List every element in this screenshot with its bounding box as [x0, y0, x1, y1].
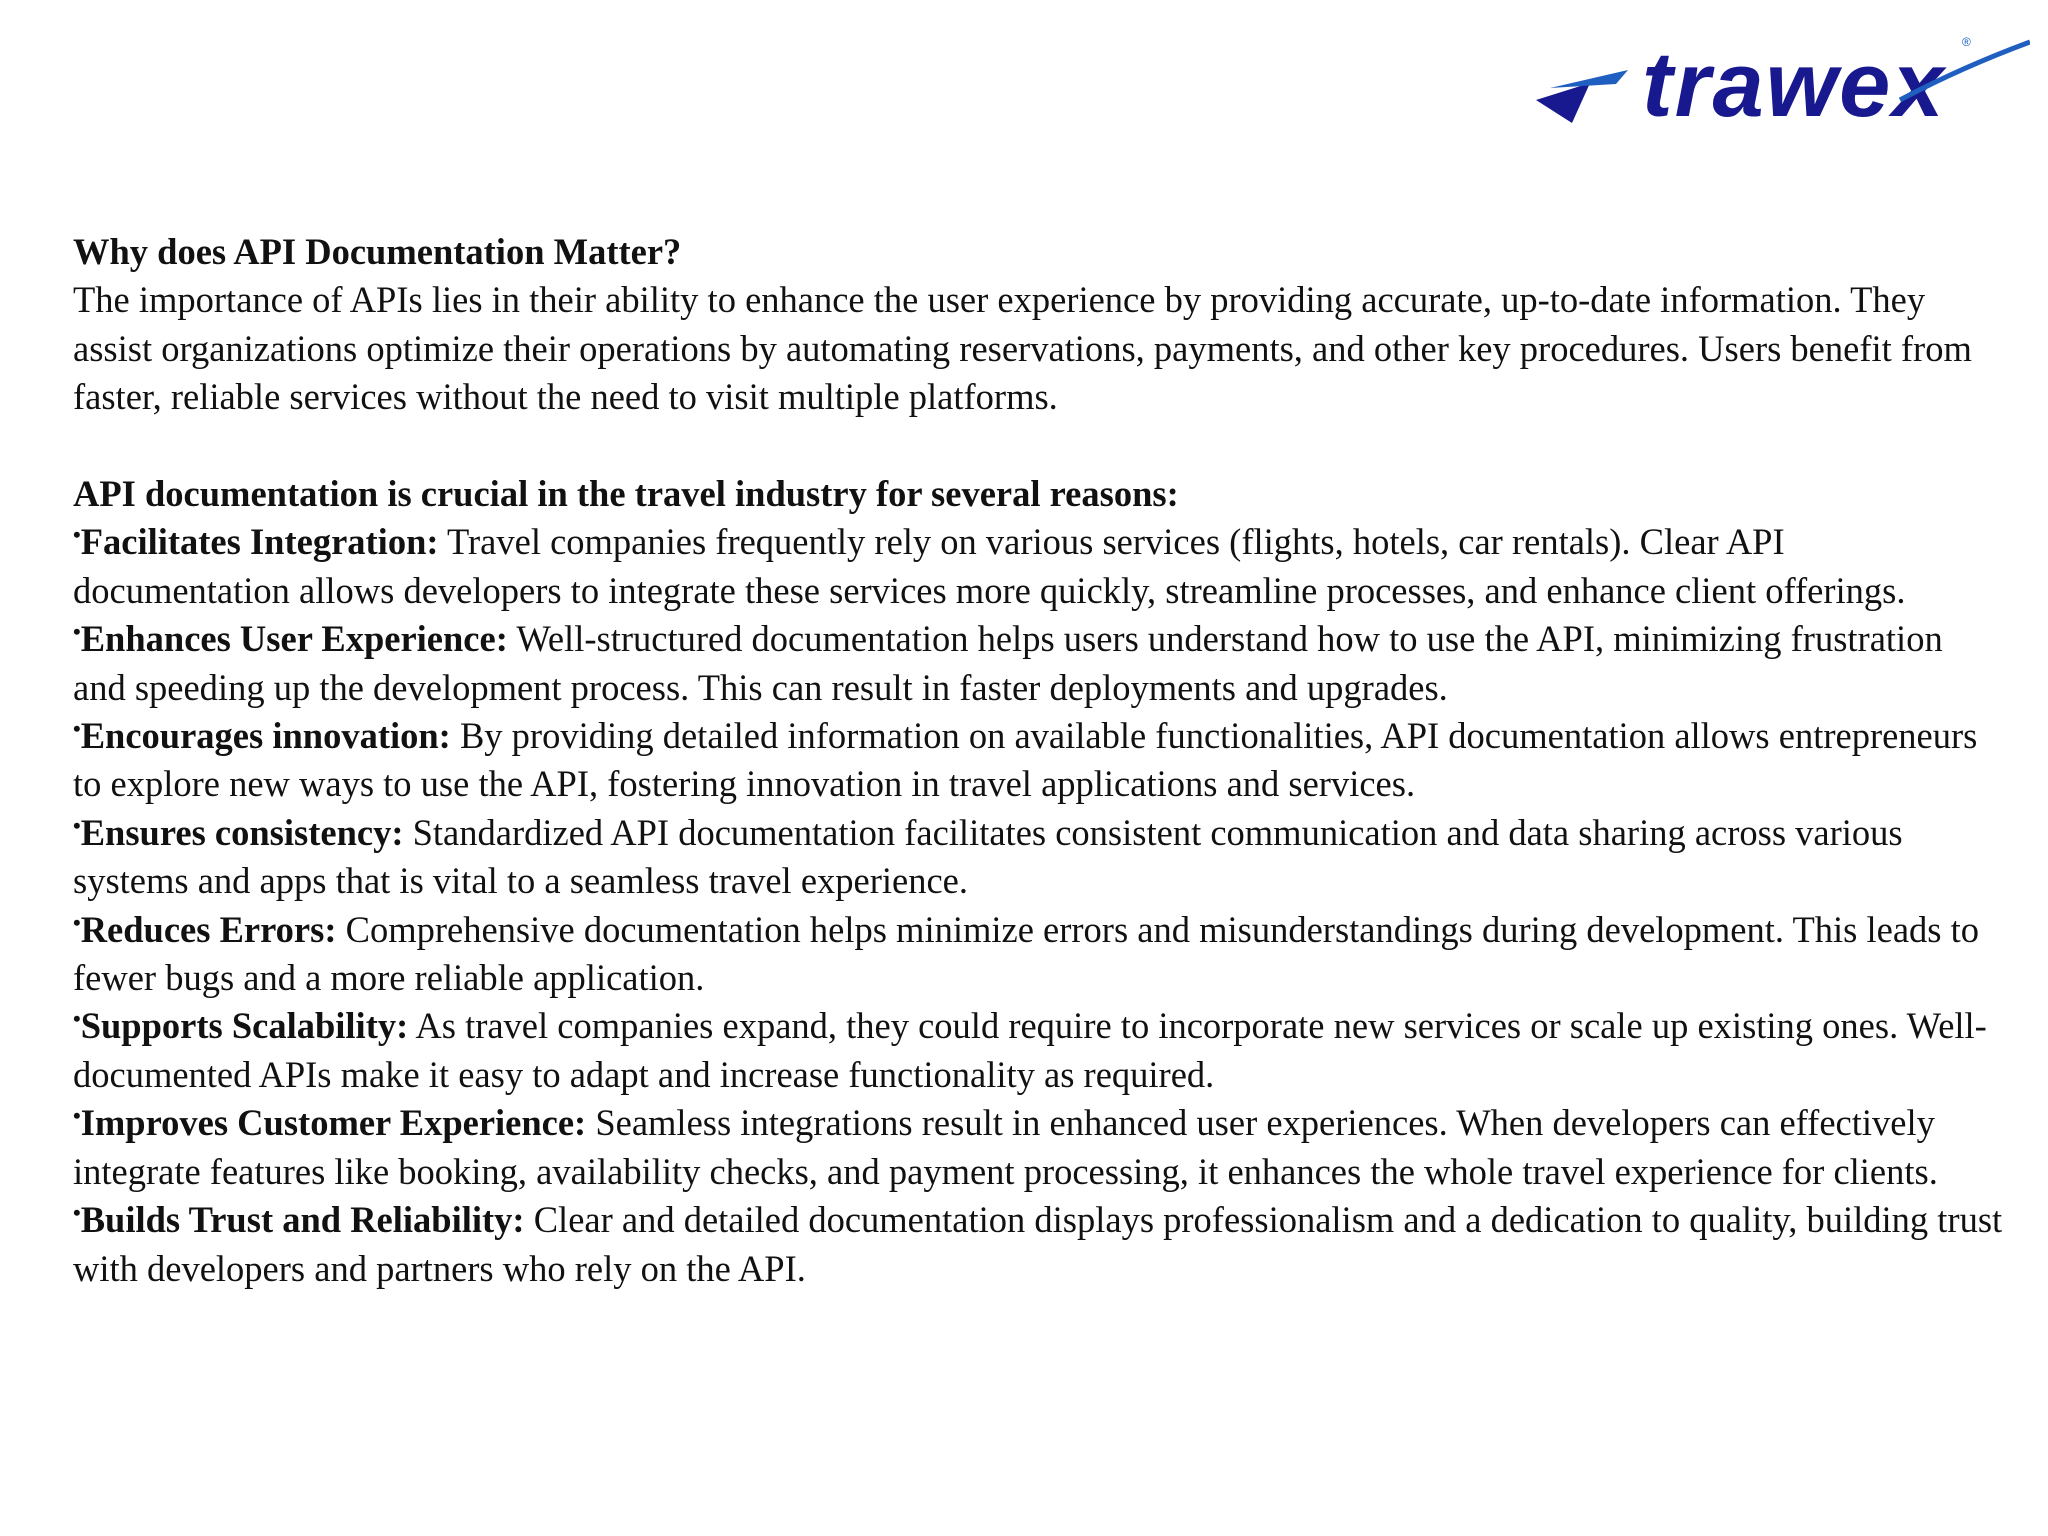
list-item-text: Comprehensive documentation helps minimize errors and misunderstandings during development. This leads to fewer bugs and a more reliable application. — [73, 908, 1980, 999]
bullet-icon: • — [73, 1006, 81, 1032]
section-heading-why: Why does API Documentation Matter? — [73, 231, 682, 272]
list-item-term: Supports Scalability: — [80, 1005, 409, 1047]
list-item — [73, 615, 2003, 712]
list-item-text: Travel companies frequently rely on various services (flights, hotels, car rentals). Clear API documentation allows developers to integrate these services more quickly, streamline processes, and enhance client offerings. — [73, 521, 1906, 611]
list-item-text: As travel companies expand, they could require to incorporate new services or scale up existing ones. Well-documented APIs make it easy to adapt and increase functionality as required. — [73, 1005, 1987, 1095]
list-item-text: By providing detailed information on available functionalities, API documentation allows entrepreneurs to explore new ways to use the API, fostering innovation in travel applications and services. — [73, 715, 1978, 805]
list-item-term: Ensures consistency: — [80, 811, 404, 853]
list-item-term: Improves Customer Experience: — [80, 1102, 587, 1144]
list-item-text: Clear and detailed documentation displays professionalism and a dedication to quality, building trust with developers and partners who rely on the API. — [73, 1199, 2003, 1289]
list-item — [73, 1002, 2003, 1099]
document-body — [73, 228, 2003, 1293]
list-item — [73, 712, 2003, 809]
bullet-icon: • — [73, 812, 81, 838]
logo-wordmark: trawex — [1642, 34, 1946, 136]
trawex-logo — [1530, 28, 2030, 138]
list-item — [73, 1196, 2003, 1293]
logo-arrow-wing-icon — [1550, 70, 1628, 88]
trawex-logo-graphic — [1530, 28, 2030, 138]
logo-arrow-icon — [1536, 83, 1590, 123]
list-item-term: Reduces Errors: — [80, 908, 337, 950]
list-item — [73, 906, 2003, 1003]
reasons-list — [73, 518, 2003, 1293]
bullet-icon: • — [73, 716, 81, 742]
list-item-term: Encourages innovation: — [80, 715, 451, 757]
bullet-icon: • — [73, 909, 81, 935]
list-item — [73, 809, 2003, 906]
list-item-term: Enhances User Experience: — [80, 618, 508, 660]
list-item — [73, 518, 2003, 615]
list-item-text: Standardized API documentation facilitates consistent communication and data sharing across various systems and apps that is vital to a seamless travel experience. — [73, 811, 1903, 902]
bullet-icon: • — [73, 522, 81, 548]
bullet-icon: • — [73, 619, 81, 645]
list-item-text: Seamless integrations result in enhanced user experiences. When developers can effectively integrate features like booking, availability checks, and payment processing, it enhances the whole travel experience for clients. — [73, 1102, 1938, 1192]
list-item-term: Facilitates Integration: — [80, 521, 439, 563]
bullet-icon: • — [73, 1200, 81, 1226]
section-spacer — [73, 422, 2003, 470]
list-item — [73, 1099, 2003, 1196]
intro-paragraph: The importance of APIs lies in their ability to enhance the user experience by providing accurate, up-to-date information. They assist organizations optimize their operations by automating reservations, payments, and other key procedures. Users benefit from faster, reliable services without the need to visit multiple platforms. — [73, 279, 1972, 418]
logo-registered-mark: ® — [1962, 35, 1971, 49]
list-item-term: Builds Trust and Reliability: — [80, 1199, 525, 1241]
bullet-icon: • — [73, 1103, 81, 1129]
list-item-text: Well-structured documentation helps users understand how to use the API, minimizing frustration and speeding up the development process. This can result in faster deployments and upgrades. — [73, 618, 1943, 708]
section-heading-reasons: API documentation is crucial in the travel industry for several reasons: — [73, 473, 1179, 515]
